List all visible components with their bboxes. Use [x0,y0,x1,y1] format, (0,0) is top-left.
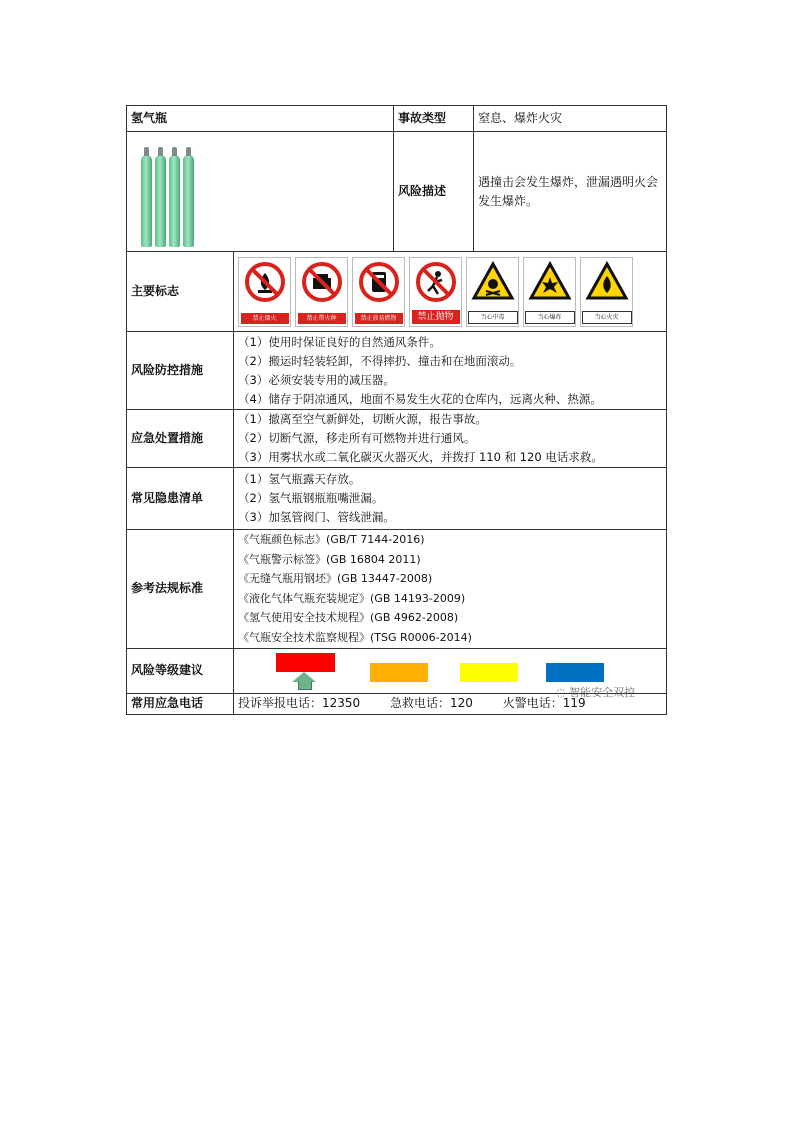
safety-sign-caption: 禁止放易燃物 [355,313,403,324]
phone-label: 常用应急电话 [127,693,234,714]
laws-row [127,530,667,649]
cylinder-icon [141,155,152,247]
control-item: （3）必须安装专用的减压器。 [238,372,395,387]
laws-list [234,530,667,649]
poison-warning-icon [471,260,515,310]
safety-sign [238,257,291,327]
cylinder-image-cell [127,132,394,252]
safety-sign-caption: 当心爆炸 [525,311,575,324]
level-orange-swatch [370,663,428,682]
complaint-phone: 投诉举报电话：12350 [238,696,361,711]
accident-type-label: 事故类型 [394,106,474,132]
emergency-list [234,410,667,468]
no-fire-icon [243,260,287,310]
hazard-item: （1）氢气瓶露天存放。 [238,472,361,486]
safety-sign [466,257,519,327]
title-row [127,106,667,132]
hazards-row [127,468,667,530]
control-item: （4）储存于阴凉通风，地面不易发生火花的仓库内，远离火种、热源。 [238,391,602,406]
control-item: （1）使用时保证良好的自然通风条件。 [238,334,441,349]
emergency-item: （3）用雾状水或二氧化碳灭火器灭火，并拨打 110 和 120 电话求救。 [238,450,603,464]
watermark: ◌ 智能安全双控 [556,686,636,699]
safety-sign-caption: 禁止带火种 [298,313,346,324]
emergency-item: （2）切断气源，移走所有可燃物并进行通风。 [238,431,476,445]
safety-sign [409,257,462,327]
safety-sign-caption: 当心中毒 [468,311,518,324]
signs-cell [234,252,667,332]
control-item: （2）搬运时轻装轻卸，不得摔扔、撞击和在地面滚动。 [238,353,522,368]
signs-row [127,252,667,332]
cylinder-icon [183,155,194,247]
level-yellow-swatch [460,663,518,682]
ambulance-phone: 急救电话：120 [390,696,473,711]
watermark-text: 智能安全双控 [569,686,636,699]
control-list [234,332,667,410]
fire-phone: 火警电话：119 [502,696,586,711]
risk-card-table [126,105,667,715]
level-label: 风险等级建议 [127,648,234,693]
signs-list [238,253,662,331]
safety-sign [580,257,633,327]
hazard-item: （3）加氢管阀门、管线泄漏。 [238,510,395,524]
level-red-swatch [276,653,335,672]
risk-desc-value: 遇撞击会发生爆炸，泄漏遇明火会发生爆炸。 [474,132,667,252]
card-title: 氢气瓶 [127,106,394,132]
laws-label: 参考法规标准 [127,530,234,649]
emergency-label: 应急处置措施 [127,410,234,468]
cylinder-icon [155,155,166,247]
control-label: 风险防控措施 [127,332,234,410]
no-drop-icon [300,260,344,310]
law-item: 《气瓶安全技术监察规程》(TSG R0006-2014) [238,630,472,644]
risk-desc-label: 风险描述 [394,132,474,252]
hazards-list [234,468,667,530]
hazards-label: 常见隐患清单 [127,468,234,530]
law-item: 《氢气使用安全技术规程》(GB 4962-2008) [238,611,459,625]
selected-level-arrow-stem [298,681,312,690]
no-throw-icon [414,260,458,310]
safety-sign-caption: 禁止烟火 [241,313,289,324]
control-row [127,332,667,410]
hazard-item: （2）氢气瓶钢瓶瓶嘴泄漏。 [238,491,384,505]
accident-type-value: 窒息、爆炸火灾 [474,106,667,132]
image-row [127,132,667,252]
safety-sign-caption: 禁止抛物 [412,310,460,324]
safety-sign [352,257,405,327]
safety-sign [523,257,576,327]
safety-sign [295,257,348,327]
safety-sign-caption: 当心火灾 [582,311,632,324]
emergency-item: （1）撤离至空气新鲜处，切断火源，报告事故。 [238,412,487,426]
fire-warning-icon [585,260,629,310]
level-blue-swatch [546,663,604,682]
signs-label: 主要标志 [127,252,234,332]
law-item: 《气瓶警示标签》(GB 16804 2011) [238,552,421,566]
hydrogen-cylinders-image [131,137,389,247]
risk-card [126,105,666,712]
cylinder-icon [169,155,180,247]
law-item: 《液化气体气瓶充装规定》(GB 14193-2009) [238,591,466,605]
law-item: 《无缝气瓶用钢坯》(GB 13447-2008) [238,572,433,586]
no-damage-package-icon [357,260,401,310]
law-item: 《气瓶颜色标志》(GB/T 7144-2016) [238,533,425,546]
explosion-warning-icon [528,260,572,310]
emergency-row [127,410,667,468]
